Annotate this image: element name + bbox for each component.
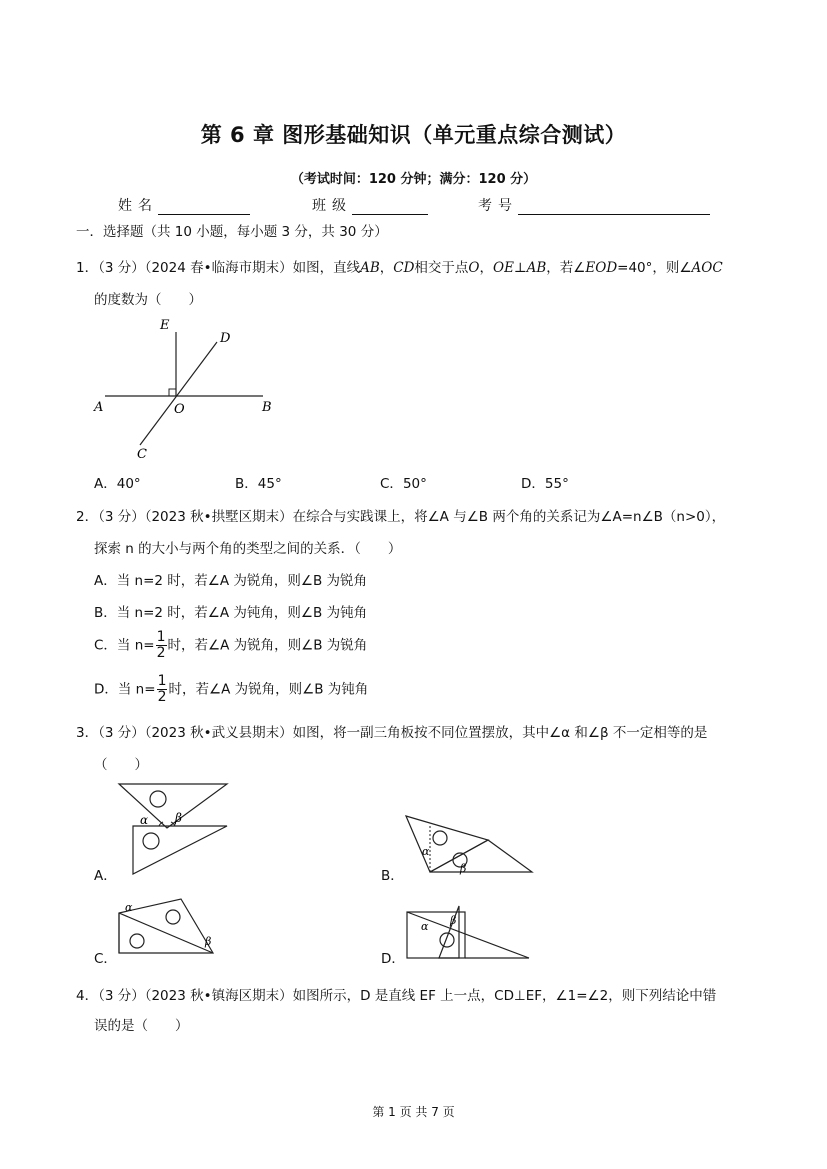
- line-cd: [140, 342, 217, 445]
- fraction-half: $\frac{1}{2}$: [157, 673, 167, 705]
- q1-eod: EOD: [585, 260, 618, 276]
- exam-subtitle: （考试时间：120 分钟；满分：120 分）: [290, 172, 537, 187]
- q1-aoc: AOC: [691, 260, 723, 276]
- q2-option-a[interactable]: A．当 n=2 时，若∠A 为锐角，则∠B 为锐角: [94, 573, 368, 589]
- q1-line1: 1．（3 分）（2024 春•临海市期末）如图，直线AB，CD相交于点O，OE⊥AB，若∠EOD=40°，则∠AOC: [76, 260, 723, 276]
- alpha-label: α: [140, 813, 149, 827]
- q1-sep: ，: [379, 260, 394, 276]
- q1-ab: AB: [360, 260, 380, 276]
- q2-option-d[interactable]: [94, 674, 368, 705]
- q1-option-c[interactable]: C．50°: [380, 476, 427, 492]
- q1-t1: 相交于点: [414, 260, 469, 276]
- q3-figure-c[interactable]: [115, 895, 225, 965]
- q2-d-post: 时，若∠A 为锐角，则∠B 为钝角: [168, 681, 369, 698]
- q2-line1: 2．（3 分）（2023 秋•拱墅区期末）在综合与实践课上，将∠A 与∠B 两个角的关系记为∠A=n∠B（n>0），: [76, 509, 726, 525]
- label-d: D: [220, 331, 231, 346]
- q2-c-pre: C．当 n=: [94, 637, 155, 654]
- page-footer: 第 1 页 共 7 页: [372, 1105, 455, 1119]
- name-blank: [158, 200, 250, 215]
- label-o: O: [174, 402, 185, 417]
- beta-label: β: [450, 914, 457, 927]
- name-label: 姓名: [118, 198, 158, 214]
- q1-t3: =40°，则∠: [617, 260, 692, 276]
- alpha-label: α: [125, 901, 133, 914]
- beta-label: β: [205, 935, 212, 948]
- q2-d-pre: D．当 n=: [94, 681, 156, 698]
- name-field: [118, 195, 250, 215]
- q2-option-b[interactable]: B．当 n=2 时，若∠A 为钝角，则∠B 为钝角: [94, 605, 368, 621]
- q1-oe-ab: OE⊥AB: [493, 260, 547, 276]
- q3-figure-b[interactable]: [400, 810, 540, 880]
- q4-line2: 误的是（ ）: [94, 1018, 189, 1034]
- q3-option-d-label[interactable]: D．: [381, 951, 405, 967]
- label-a: A: [94, 400, 104, 415]
- fraction-half: $\frac{1}{2}$: [156, 629, 166, 661]
- beta-label: β: [460, 862, 467, 875]
- q3-line2: （ ）: [94, 757, 148, 773]
- section-heading: 一．选择题（共 10 小题，每小题 3 分，共 30 分）: [76, 224, 388, 240]
- exam-no-blank: [518, 200, 710, 215]
- q3-option-c-label[interactable]: C．: [94, 951, 117, 967]
- q1-t2: ，若∠: [546, 260, 586, 276]
- exam-no-label: 考号: [478, 198, 518, 214]
- q3-figure-a[interactable]: [115, 780, 235, 880]
- alpha-label: α: [422, 845, 430, 858]
- q3-option-a-label[interactable]: A．: [94, 868, 117, 884]
- q2-c-post: 时，若∠A 为锐角，则∠B 为锐角: [167, 637, 368, 654]
- class-label: 班级: [312, 198, 352, 214]
- label-b: B: [262, 400, 272, 415]
- q3-figure-d[interactable]: [403, 902, 533, 962]
- label-c: C: [137, 447, 147, 462]
- q1-cd: CD: [393, 260, 415, 276]
- class-field: [312, 195, 428, 215]
- q1-line2: 的度数为（ ）: [94, 292, 202, 308]
- q1-figure: [90, 312, 290, 462]
- q4-line1: 4．（3 分）（2023 秋•镇海区期末）如图所示，D 是直线 EF 上一点，CD⊥EF，∠1=∠2，则下列结论中错: [76, 988, 717, 1004]
- page-title: 第 6 章 图形基础知识（单元重点综合测试）: [200, 123, 627, 147]
- q1-o: O: [468, 260, 480, 276]
- q1-option-b[interactable]: B．45°: [235, 476, 282, 492]
- class-blank: [352, 200, 428, 215]
- beta-label: β: [175, 811, 182, 825]
- right-angle-mark: [169, 389, 176, 396]
- exam-no-field: [478, 195, 710, 215]
- q1-prefix: 1．（3 分）（2024 春•临海市期末）如图，直线: [76, 260, 361, 276]
- label-e: E: [160, 318, 170, 333]
- q2-line2: 探索 n 的大小与两个角的类型之间的关系．（ ）: [94, 541, 402, 557]
- q3-option-b-label[interactable]: B．: [381, 868, 404, 884]
- q2-option-c[interactable]: [94, 630, 367, 661]
- q1-option-a[interactable]: A．40°: [94, 476, 141, 492]
- q1-option-d[interactable]: D．55°: [521, 476, 569, 492]
- alpha-label: α: [421, 920, 429, 933]
- q3-line1: 3．（3 分）（2023 秋•武义县期末）如图，将一副三角板按不同位置摆放，其中∠α 和∠β 不一定相等的是: [76, 725, 708, 741]
